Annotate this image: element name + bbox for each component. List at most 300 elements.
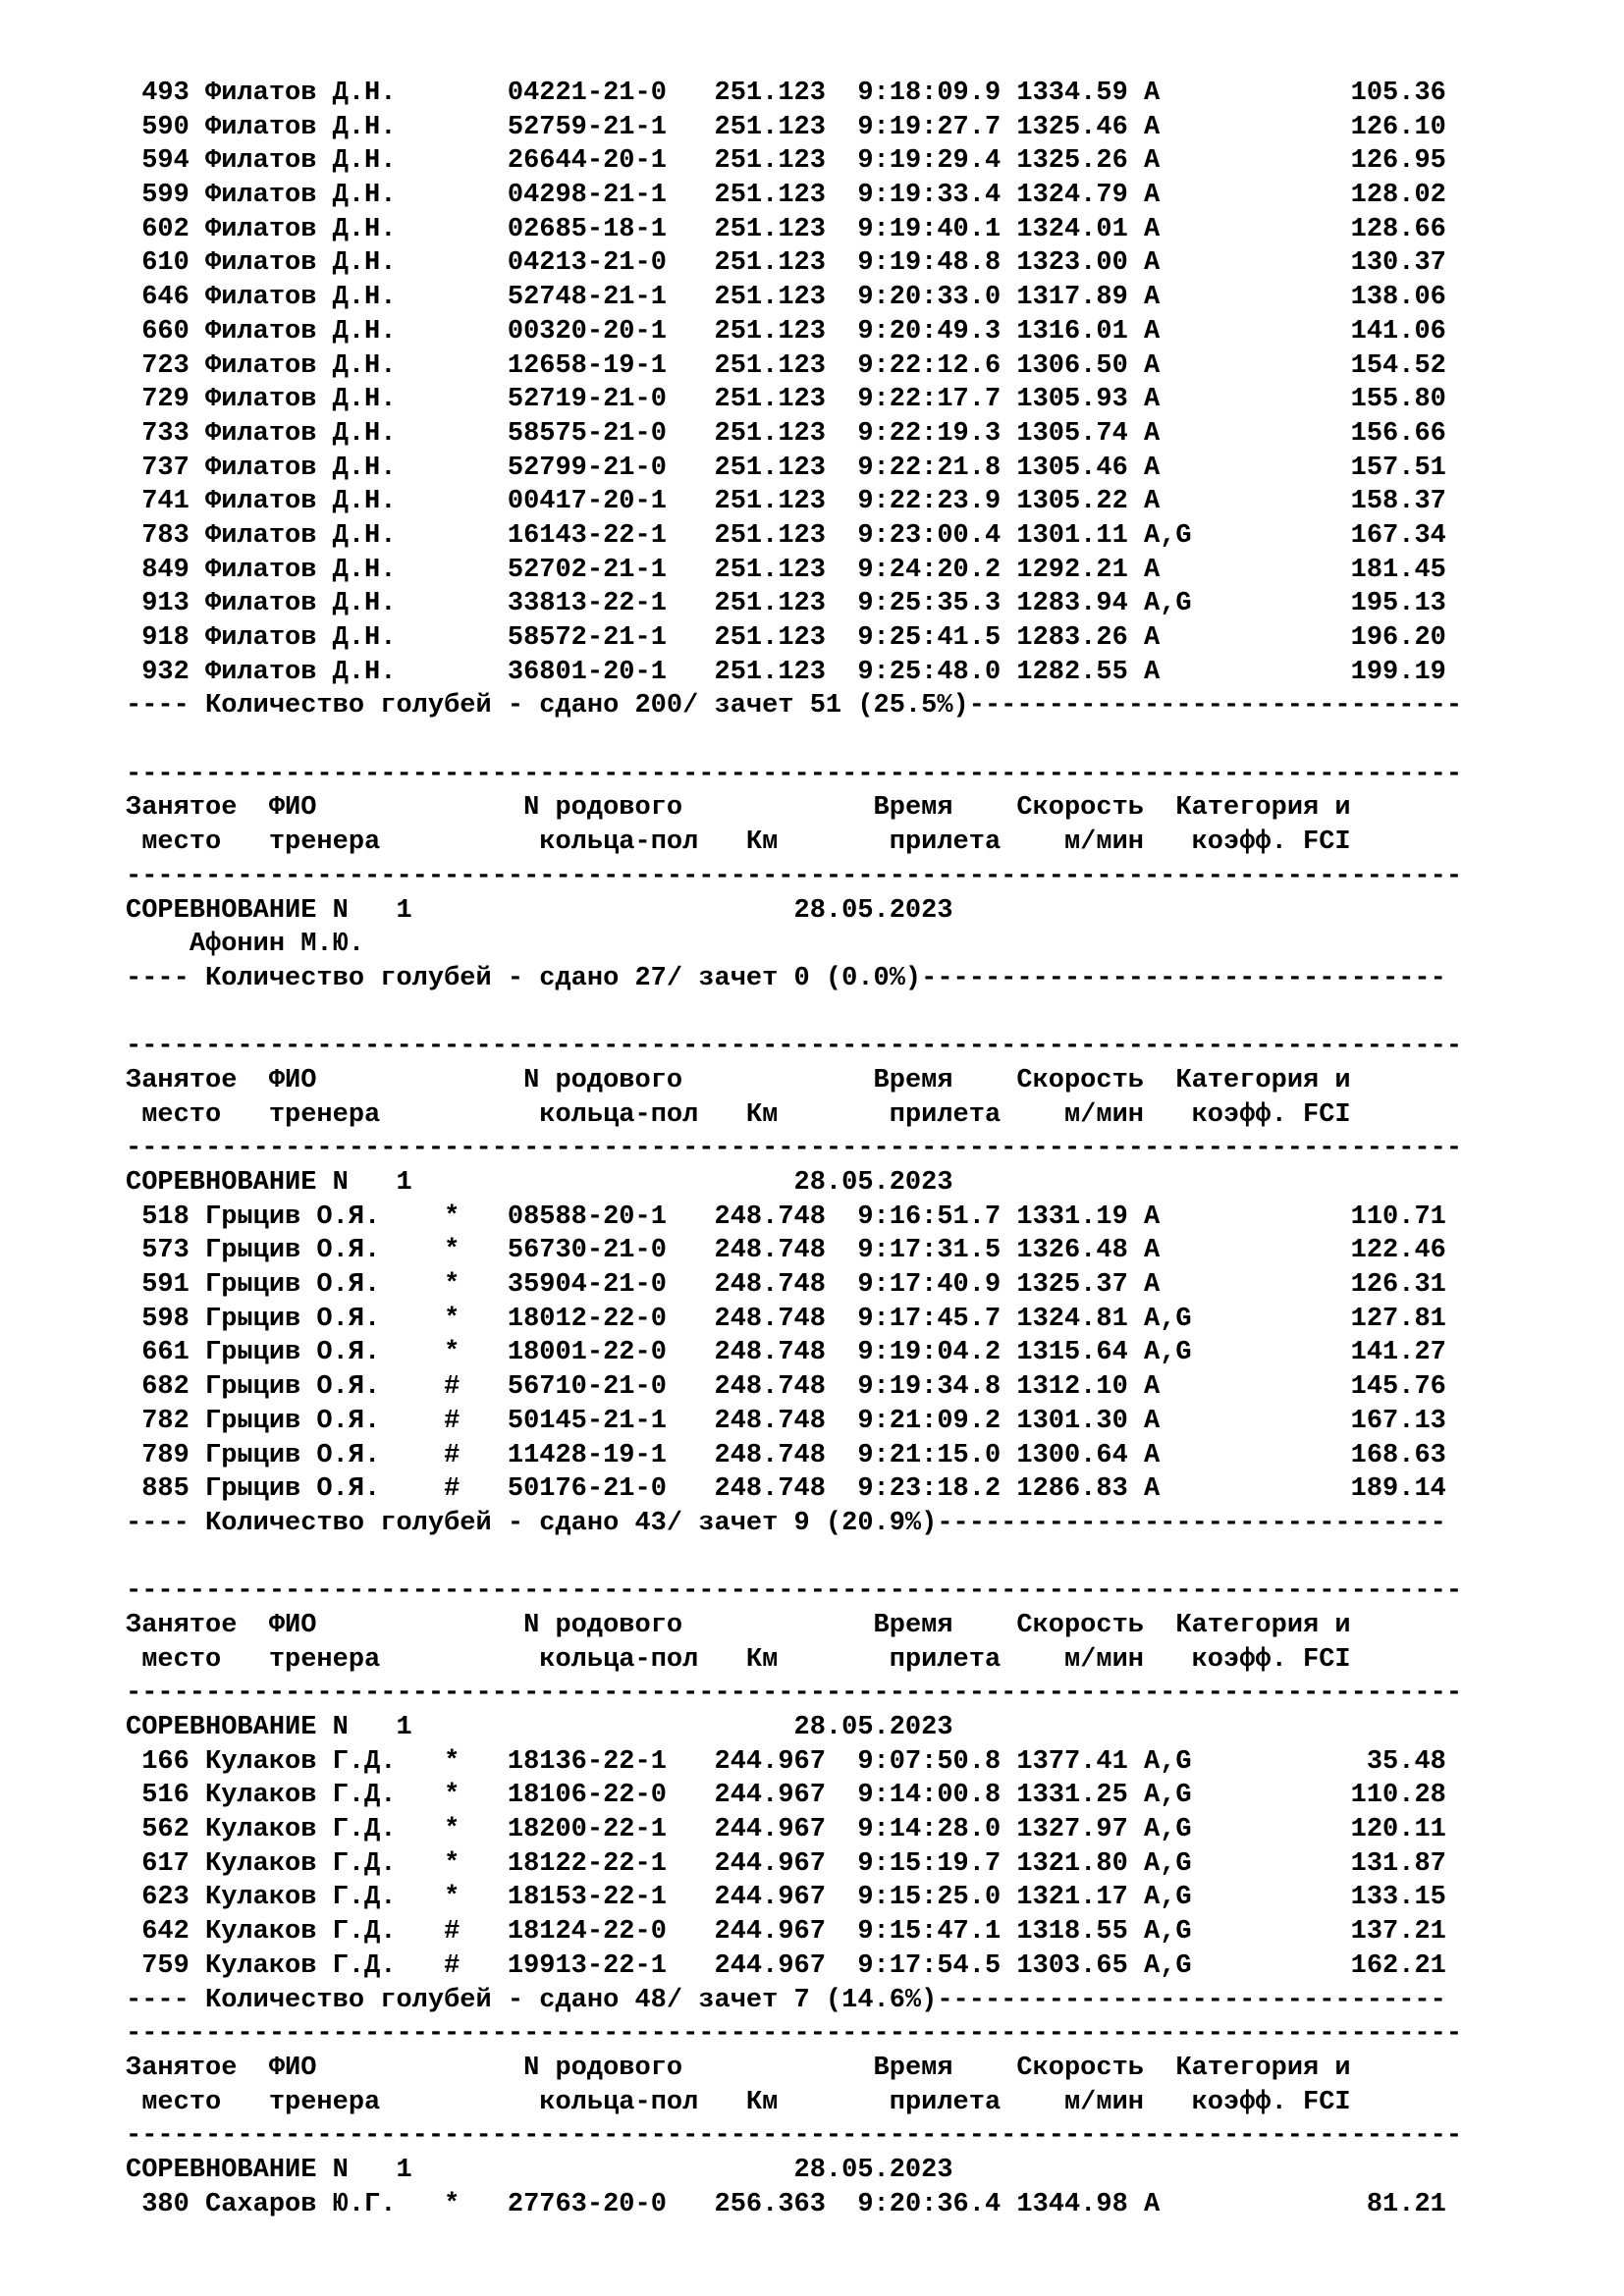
ring-number: 56710-21-0 <box>507 1372 667 1403</box>
trainer-name: Филатов Д.Н. <box>205 589 445 619</box>
table-row <box>126 1234 1598 1268</box>
trainer-name: Филатов Д.Н. <box>205 112 445 142</box>
category: A,G <box>1144 1781 1192 1811</box>
separator-rule <box>126 758 1598 792</box>
col-speed: Скорость <box>1016 1610 1161 1640</box>
col-name2: тренера <box>268 828 524 858</box>
speed: 1325.46 <box>1016 112 1128 142</box>
place: 789 <box>141 1440 189 1470</box>
col-speed2: м/мин <box>1063 2087 1144 2117</box>
col-km: Км <box>745 828 810 858</box>
arrival-time: 9:14:28.0 <box>857 1815 1001 1845</box>
place: 733 <box>141 418 189 449</box>
mark: # <box>444 1917 476 1948</box>
arrival-time: 9:25:35.3 <box>857 589 1001 619</box>
speed: 1301.11 <box>1016 520 1128 551</box>
arrival-time: 9:15:25.0 <box>857 1883 1001 1913</box>
mark <box>444 487 475 516</box>
table-row <box>126 315 1598 349</box>
col-speed2: м/мин <box>1063 1644 1144 1675</box>
distance-km: 248.748 <box>698 1372 826 1403</box>
arrival-time: 9:17:31.5 <box>857 1236 1001 1266</box>
mark: * <box>444 2189 476 2219</box>
fci-coef: 81.21 <box>1191 2189 1446 2219</box>
col-speed2: м/мин <box>1063 828 1144 858</box>
ring-number: 19913-22-1 <box>507 1950 667 1981</box>
speed: 1315.64 <box>1016 1338 1128 1368</box>
category: A <box>1144 248 1192 279</box>
category: A,G <box>1144 1883 1192 1913</box>
competition-label: СОРЕВНОВАНИЕ N 1 <box>126 895 794 926</box>
arrival-time: 9:19:40.1 <box>857 214 1001 244</box>
trainer-name: Филатов Д.Н. <box>205 214 445 244</box>
category: A <box>1144 1270 1192 1301</box>
col-ring2: кольца-пол <box>539 2087 746 2117</box>
ring-number: 58572-21-1 <box>507 623 667 653</box>
mark: # <box>444 1474 476 1505</box>
col-ring2: кольца-пол <box>539 1644 746 1675</box>
fci-coef: 35.48 <box>1191 1746 1446 1777</box>
trainer-name: Грыцив О.Я. <box>205 1270 445 1301</box>
place: 737 <box>141 453 189 483</box>
mark <box>444 248 475 278</box>
mark <box>444 385 475 414</box>
fci-coef: 181.45 <box>1191 555 1446 585</box>
category: A <box>1144 79 1192 108</box>
col-place2: место <box>141 1644 269 1675</box>
distance-km: 244.967 <box>698 1848 826 1879</box>
arrival-time: 9:20:33.0 <box>857 283 1001 313</box>
competition-label: СОРЕВНОВАНИЕ N 1 <box>126 1168 794 1198</box>
trainer-name: Филатов Д.Н. <box>205 248 445 279</box>
mark: * <box>444 1338 476 1368</box>
col-time: Время <box>825 1065 953 1095</box>
trainer-name: Филатов Д.Н. <box>205 453 445 483</box>
col-time: Время <box>825 1610 953 1640</box>
arrival-time: 9:23:00.4 <box>857 520 1001 551</box>
speed: 1317.89 <box>1016 283 1128 313</box>
category: A <box>1144 1201 1192 1232</box>
category: A <box>1144 657 1192 687</box>
fci-coef: 126.31 <box>1191 1270 1446 1301</box>
distance-km: 248.748 <box>698 1304 826 1334</box>
trainer-name: Филатов Д.Н. <box>205 418 445 449</box>
speed: 1306.50 <box>1016 350 1128 381</box>
col-time2: прилета <box>889 1099 1017 1130</box>
table-row <box>126 554 1598 588</box>
mark: * <box>444 1815 476 1845</box>
col-time2: прилета <box>889 2087 1017 2117</box>
category: A,G <box>1144 1848 1192 1879</box>
table-row <box>126 1881 1598 1915</box>
table-row <box>126 383 1598 417</box>
speed: 1324.01 <box>1016 214 1128 244</box>
speed: 1300.64 <box>1016 1440 1128 1470</box>
ring-number: 08588-20-1 <box>507 1201 667 1232</box>
table-row <box>126 1745 1598 1780</box>
mark <box>444 79 475 108</box>
place: 642 <box>141 1917 189 1948</box>
category: A <box>1144 418 1192 449</box>
mark: * <box>444 1746 476 1777</box>
col-speed: Скорость <box>1016 793 1161 824</box>
separator-rule <box>126 860 1598 894</box>
fci-coef: 199.19 <box>1191 657 1446 687</box>
fci-coef: 120.11 <box>1191 1815 1446 1845</box>
speed: 1344.98 <box>1016 2189 1128 2219</box>
speed: 1334.59 <box>1016 79 1128 108</box>
arrival-time: 9:20:49.3 <box>857 316 1001 347</box>
trainer-name: Филатов Д.Н. <box>205 146 445 177</box>
col-cat: Категория и <box>1175 793 1351 824</box>
table-row <box>126 179 1598 213</box>
competition-line <box>126 1711 1598 1745</box>
arrival-time: 9:15:19.7 <box>857 1848 1001 1879</box>
category: A <box>1144 487 1192 517</box>
category: A,G <box>1144 1815 1192 1845</box>
place: 782 <box>141 1406 189 1436</box>
speed: 1286.83 <box>1016 1474 1128 1505</box>
category: A <box>1144 453 1192 483</box>
speed: 1318.55 <box>1016 1917 1128 1948</box>
fci-coef: 155.80 <box>1191 385 1446 415</box>
place: 885 <box>141 1474 189 1505</box>
ring-number: 52748-21-1 <box>507 283 667 313</box>
mark <box>444 589 475 618</box>
mark <box>444 658 475 687</box>
separator-rule <box>126 1677 1598 1711</box>
summary-line <box>126 1984 1598 2018</box>
mark: # <box>444 1406 476 1436</box>
place: 380 <box>141 2189 189 2219</box>
speed: 1323.00 <box>1016 248 1128 279</box>
fci-coef: 156.66 <box>1191 418 1446 449</box>
col-ring: N родового <box>523 793 810 824</box>
arrival-time: 9:18:09.9 <box>857 79 1001 108</box>
col-name: ФИО <box>268 1065 508 1095</box>
mark: * <box>444 1236 476 1266</box>
separator-rule <box>126 2119 1598 2154</box>
place: 729 <box>141 385 189 415</box>
col-cat2: коэфф. FCI <box>1191 2087 1351 2117</box>
distance-km: 251.123 <box>698 589 826 619</box>
fci-coef: 128.66 <box>1191 214 1446 244</box>
arrival-time: 9:17:40.9 <box>857 1270 1001 1301</box>
col-speed: Скорость <box>1016 2053 1161 2083</box>
ring-number: 04298-21-1 <box>507 181 667 211</box>
blank-line <box>126 723 1598 758</box>
competition-date: 28.05.2023 <box>793 1168 953 1198</box>
distance-km: 248.748 <box>698 1406 826 1436</box>
trainer-name: Филатов Д.Н. <box>205 181 445 211</box>
ring-number: 12658-19-1 <box>507 350 667 381</box>
speed: 1325.37 <box>1016 1270 1128 1301</box>
distance-km: 251.123 <box>698 316 826 347</box>
trainer-name: Филатов Д.Н. <box>205 623 445 653</box>
category: A,G <box>1144 1338 1192 1368</box>
distance-km: 251.123 <box>698 385 826 415</box>
trainer-name: Кулаков Г.Д. <box>205 1781 445 1811</box>
arrival-time: 9:25:41.5 <box>857 623 1001 653</box>
col-place: Занятое <box>126 2053 253 2083</box>
col-cat: Категория и <box>1175 2053 1351 2083</box>
competition-line <box>126 894 1598 929</box>
fci-coef: 138.06 <box>1191 283 1446 313</box>
trainer-name: Филатов Д.Н. <box>205 350 445 381</box>
competition-date: 28.05.2023 <box>793 2155 953 2185</box>
trainer-name: Грыцив О.Я. <box>205 1440 445 1470</box>
category: A <box>1144 181 1192 211</box>
competition-date: 28.05.2023 <box>793 895 953 926</box>
mark <box>444 521 475 551</box>
distance-km: 244.967 <box>698 1746 826 1777</box>
ring-number: 58575-21-0 <box>507 418 667 449</box>
fci-coef: 168.63 <box>1191 1440 1446 1470</box>
fci-coef: 196.20 <box>1191 623 1446 653</box>
distance-km: 248.748 <box>698 1270 826 1301</box>
distance-km: 251.123 <box>698 657 826 687</box>
table-row <box>126 77 1598 111</box>
trainer-name: Филатов Д.Н. <box>205 657 445 687</box>
arrival-time: 9:15:47.1 <box>857 1917 1001 1948</box>
column-header-2 <box>126 826 1598 860</box>
category: A <box>1144 350 1192 381</box>
rule: ------------------------------------------------------------------------------------ <box>126 1576 1463 1607</box>
arrival-time: 9:19:48.8 <box>857 248 1001 279</box>
speed: 1282.55 <box>1016 657 1128 687</box>
summary: ---- Количество голубей - сдано 27/ зачет 0 (0.0%)--------------------------------- <box>126 963 1446 993</box>
col-place2: место <box>141 1099 269 1130</box>
mark: * <box>444 1883 476 1913</box>
distance-km: 251.123 <box>698 112 826 142</box>
distance-km: 248.748 <box>698 1474 826 1505</box>
separator-rule <box>126 1575 1598 1609</box>
table-row <box>126 281 1598 315</box>
trainer-name: Грыцив О.Я. <box>205 1201 445 1232</box>
competition-line <box>126 2154 1598 2188</box>
mark <box>444 623 475 653</box>
distance-km: 256.363 <box>698 2189 826 2219</box>
fci-coef: 158.37 <box>1191 487 1446 517</box>
column-header-2 <box>126 2086 1598 2120</box>
mark <box>444 283 475 312</box>
ring-number: 00417-20-1 <box>507 487 667 517</box>
fci-coef: 189.14 <box>1191 1474 1446 1505</box>
fci-coef: 110.28 <box>1191 1781 1446 1811</box>
table-row <box>126 1813 1598 1847</box>
summary-line <box>126 1507 1598 1541</box>
distance-km: 251.123 <box>698 248 826 279</box>
arrival-time: 9:22:19.3 <box>857 418 1001 449</box>
table-row <box>126 1336 1598 1370</box>
ring-number: 02685-18-1 <box>507 214 667 244</box>
ring-number: 18153-22-1 <box>507 1883 667 1913</box>
place: 591 <box>141 1270 189 1301</box>
mark <box>444 454 475 483</box>
summary-line <box>126 962 1598 996</box>
place: 913 <box>141 589 189 619</box>
rule: ------------------------------------------------------------------------------------ <box>126 2121 1463 2152</box>
arrival-time: 9:19:29.4 <box>857 146 1001 177</box>
column-header-2 <box>126 1643 1598 1678</box>
owner-name: Афонин М.Ю. <box>189 930 365 960</box>
col-name: ФИО <box>268 1610 508 1640</box>
speed: 1305.93 <box>1016 385 1128 415</box>
col-cat2: коэфф. FCI <box>1191 1644 1351 1675</box>
ring-number: 00320-20-1 <box>507 316 667 347</box>
distance-km: 248.748 <box>698 1236 826 1266</box>
speed: 1324.81 <box>1016 1304 1128 1334</box>
table-row <box>126 485 1598 519</box>
speed: 1327.97 <box>1016 1815 1128 1845</box>
results-report <box>126 77 1598 2221</box>
category: A <box>1144 1440 1192 1470</box>
mark: * <box>444 1848 476 1879</box>
category: A <box>1144 283 1192 313</box>
ring-number: 18012-22-0 <box>507 1304 667 1334</box>
speed: 1331.25 <box>1016 1781 1128 1811</box>
arrival-time: 9:22:23.9 <box>857 487 1001 517</box>
speed: 1324.79 <box>1016 181 1128 211</box>
place: 723 <box>141 350 189 381</box>
summary: ---- Количество голубей - сдано 200/ зачет 51 (25.5%)------------------------------- <box>126 691 1463 721</box>
col-speed: Скорость <box>1016 1065 1161 1095</box>
trainer-name: Сахаров Ю.Г. <box>205 2189 445 2219</box>
table-row <box>126 1201 1598 1235</box>
owner-line <box>126 928 1598 962</box>
trainer-name: Филатов Д.Н. <box>205 283 445 313</box>
ring-number: 18124-22-0 <box>507 1917 667 1948</box>
arrival-time: 9:21:15.0 <box>857 1440 1001 1470</box>
arrival-time: 9:19:27.7 <box>857 112 1001 142</box>
category: A <box>1144 1406 1192 1436</box>
trainer-name: Филатов Д.Н. <box>205 79 445 108</box>
trainer-name: Кулаков Г.Д. <box>205 1883 445 1913</box>
table-row <box>126 1370 1598 1405</box>
table-row <box>126 1405 1598 1439</box>
trainer-name: Филатов Д.Н. <box>205 385 445 415</box>
trainer-name: Кулаков Г.Д. <box>205 1917 445 1948</box>
ring-number: 33813-22-1 <box>507 589 667 619</box>
rule: ------------------------------------------------------------------------------------ <box>126 759 1463 789</box>
rule: ------------------------------------------------------------------------------------ <box>126 1679 1463 1709</box>
distance-km: 251.123 <box>698 214 826 244</box>
competition-label: СОРЕВНОВАНИЕ N 1 <box>126 1713 794 1742</box>
col-cat: Категория и <box>1175 1610 1351 1640</box>
distance-km: 244.967 <box>698 1950 826 1981</box>
ring-number: 18200-22-1 <box>507 1815 667 1845</box>
speed: 1303.65 <box>1016 1950 1128 1981</box>
fci-coef: 128.02 <box>1191 181 1446 211</box>
distance-km: 244.967 <box>698 1815 826 1845</box>
ring-number: 36801-20-1 <box>507 657 667 687</box>
place: 849 <box>141 555 189 585</box>
distance-km: 251.123 <box>698 520 826 551</box>
rule: ------------------------------------------------------------------------------------ <box>126 1134 1463 1164</box>
trainer-name: Филатов Д.Н. <box>205 520 445 551</box>
competition-line <box>126 1166 1598 1201</box>
mark: * <box>444 1201 476 1232</box>
col-time: Время <box>825 793 953 824</box>
table-row <box>126 1949 1598 1984</box>
col-place: Занятое <box>126 1610 253 1640</box>
ring-number: 18106-22-0 <box>507 1781 667 1811</box>
col-cat2: коэфф. FCI <box>1191 1099 1351 1130</box>
speed: 1325.26 <box>1016 146 1128 177</box>
arrival-time: 9:22:17.7 <box>857 385 1001 415</box>
mark: # <box>444 1950 476 1981</box>
table-row <box>126 621 1598 656</box>
col-cat: Категория и <box>1175 1065 1351 1095</box>
col-ring: N родового <box>523 1610 810 1640</box>
col-time2: прилета <box>889 1644 1017 1675</box>
speed: 1321.17 <box>1016 1883 1128 1913</box>
mark <box>444 215 475 244</box>
category: A <box>1144 385 1192 415</box>
table-row <box>126 587 1598 621</box>
table-row <box>126 1472 1598 1507</box>
fci-coef: 133.15 <box>1191 1883 1446 1913</box>
arrival-time: 9:22:21.8 <box>857 453 1001 483</box>
place: 617 <box>141 1848 189 1879</box>
table-row <box>126 1303 1598 1337</box>
distance-km: 244.967 <box>698 1781 826 1811</box>
fci-coef: 137.21 <box>1191 1917 1446 1948</box>
mark: # <box>444 1440 476 1470</box>
fci-coef: 131.87 <box>1191 1848 1446 1879</box>
place: 602 <box>141 214 189 244</box>
mark: # <box>444 1372 476 1403</box>
ring-number: 26644-20-1 <box>507 146 667 177</box>
trainer-name: Грыцив О.Я. <box>205 1304 445 1334</box>
ring-number: 11428-19-1 <box>507 1440 667 1470</box>
col-ring2: кольца-пол <box>539 828 746 858</box>
distance-km: 251.123 <box>698 487 826 517</box>
place: 932 <box>141 657 189 687</box>
place: 646 <box>141 283 189 313</box>
trainer-name: Грыцив О.Я. <box>205 1236 445 1266</box>
fci-coef: 145.76 <box>1191 1372 1446 1403</box>
category: A,G <box>1144 520 1192 551</box>
mark <box>444 146 475 176</box>
distance-km: 251.123 <box>698 79 826 108</box>
column-header-2 <box>126 1098 1598 1133</box>
distance-km: 251.123 <box>698 350 826 381</box>
column-header-1 <box>126 791 1598 826</box>
place: 783 <box>141 520 189 551</box>
rule: ------------------------------------------------------------------------------------ <box>126 1032 1463 1062</box>
arrival-time: 9:14:00.8 <box>857 1781 1001 1811</box>
mark: * <box>444 1304 476 1334</box>
summary-line <box>126 689 1598 723</box>
ring-number: 52702-21-1 <box>507 555 667 585</box>
trainer-name: Грыцив О.Я. <box>205 1372 445 1403</box>
place: 599 <box>141 181 189 211</box>
trainer-name: Грыцив О.Я. <box>205 1406 445 1436</box>
fci-coef: 141.06 <box>1191 316 1446 347</box>
mark <box>444 556 475 585</box>
arrival-time: 9:19:04.2 <box>857 1338 1001 1368</box>
place: 518 <box>141 1201 189 1232</box>
fci-coef: 110.71 <box>1191 1201 1446 1232</box>
separator-rule <box>126 2017 1598 2052</box>
trainer-name: Кулаков Г.Д. <box>205 1746 445 1777</box>
competition-label: СОРЕВНОВАНИЕ N 1 <box>126 2155 794 2185</box>
speed: 1377.41 <box>1016 1746 1128 1777</box>
table-row <box>126 349 1598 384</box>
rule: ------------------------------------------------------------------------------------ <box>126 861 1463 891</box>
arrival-time: 9:24:20.2 <box>857 555 1001 585</box>
